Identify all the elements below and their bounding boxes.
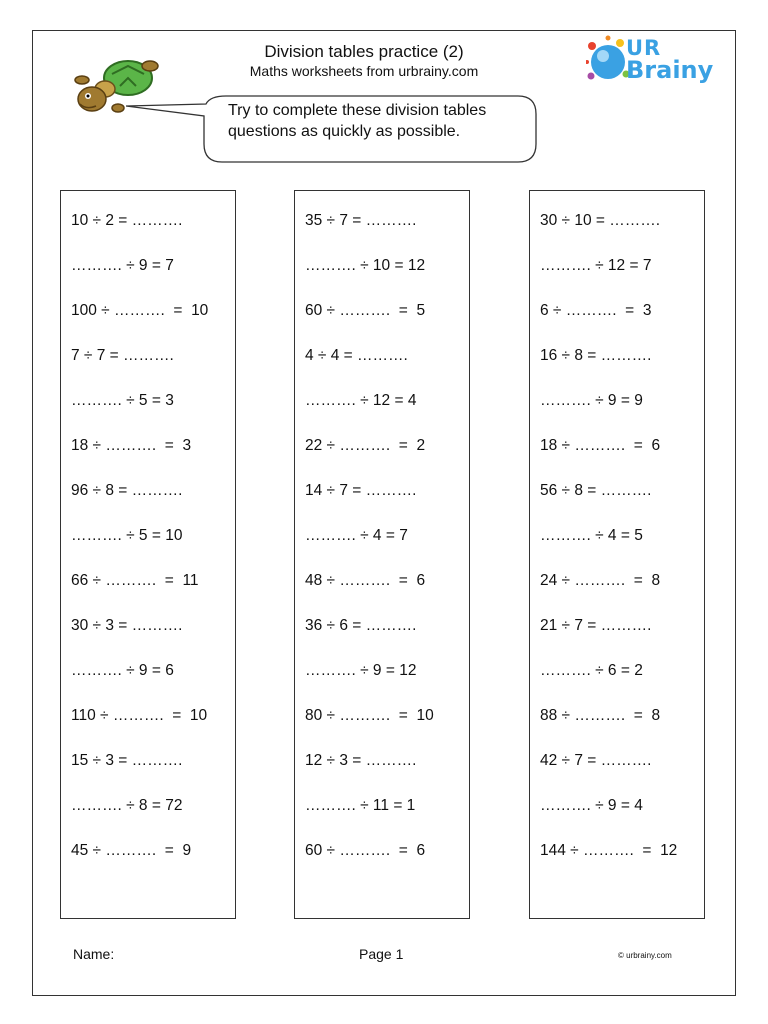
question: ………. ÷ 9 = 6 <box>71 662 174 679</box>
question: ………. ÷ 4 = 7 <box>305 527 408 544</box>
page-title: Division tables practice (2) <box>264 42 464 61</box>
logo-text-brainy: Brainy <box>626 56 714 84</box>
urbrainy-logo <box>586 34 736 90</box>
question: ………. ÷ 5 = 10 <box>71 527 183 544</box>
question: 96 ÷ 8 = ………. <box>71 482 183 499</box>
question: 88 ÷ ………. = 8 <box>540 707 661 724</box>
page-subtitle: Maths worksheets from urbrainy.com <box>249 63 479 79</box>
question: 66 ÷ ………. = 11 <box>71 572 199 589</box>
question: 21 ÷ 7 = ………. <box>540 617 652 634</box>
question: ………. ÷ 8 = 72 <box>71 797 183 814</box>
question: 7 ÷ 7 = ………. <box>71 347 174 364</box>
question: 24 ÷ ………. = 8 <box>540 572 661 589</box>
question-column-1 <box>60 190 236 919</box>
question: ………. ÷ 9 = 12 <box>305 662 417 679</box>
question-column-2 <box>294 190 470 919</box>
question: ………. ÷ 12 = 7 <box>540 257 652 274</box>
question: 10 ÷ 2 = ………. <box>71 212 183 229</box>
question: ………. ÷ 9 = 7 <box>71 257 174 274</box>
question: 15 ÷ 3 = ………. <box>71 752 183 769</box>
logo-text-ur: UR <box>626 36 662 60</box>
instructions-text: Try to complete these division tables questions as quickly as possible. <box>228 102 487 140</box>
question: ………. ÷ 11 = 1 <box>305 797 416 814</box>
question: 35 ÷ 7 = ………. <box>305 212 417 229</box>
copyright-text: © urbrainy.com <box>618 951 672 960</box>
question: 4 ÷ 4 = ………. <box>305 347 408 364</box>
question: 100 ÷ ………. = 10 <box>71 302 209 319</box>
name-label: Name: <box>73 946 115 962</box>
question: ………. ÷ 4 = 5 <box>540 527 643 544</box>
question: 45 ÷ ………. = 9 <box>71 842 192 859</box>
question: 22 ÷ ………. = 2 <box>305 437 426 454</box>
question: 110 ÷ ………. = 10 <box>71 707 208 724</box>
question: 30 ÷ 10 = ………. <box>540 212 661 229</box>
question: ………. ÷ 12 = 4 <box>305 392 417 409</box>
question-column-3 <box>529 190 705 919</box>
question: 6 ÷ ………. = 3 <box>540 302 652 319</box>
page-number: Page 1 <box>359 946 404 962</box>
question: ………. ÷ 6 = 2 <box>540 662 643 679</box>
question: 144 ÷ ………. = 12 <box>540 842 678 859</box>
question: 36 ÷ 6 = ………. <box>305 617 417 634</box>
question: ………. ÷ 5 = 3 <box>71 392 174 409</box>
question: ………. ÷ 9 = 4 <box>540 797 643 814</box>
question: 60 ÷ ………. = 5 <box>305 302 426 319</box>
question: 80 ÷ ………. = 10 <box>305 707 434 724</box>
question: 16 ÷ 8 = ………. <box>540 347 652 364</box>
question: 18 ÷ ………. = 6 <box>540 437 661 454</box>
question: 12 ÷ 3 = ………. <box>305 752 417 769</box>
question: 60 ÷ ………. = 6 <box>305 842 426 859</box>
question: 56 ÷ 8 = ………. <box>540 482 652 499</box>
question: 42 ÷ 7 = ………. <box>540 752 652 769</box>
question: 30 ÷ 3 = ………. <box>71 617 183 634</box>
question: 14 ÷ 7 = ………. <box>305 482 417 499</box>
question: 48 ÷ ………. = 6 <box>305 572 426 589</box>
question: ………. ÷ 9 = 9 <box>540 392 643 409</box>
question: ………. ÷ 10 = 12 <box>305 257 426 274</box>
question: 18 ÷ ………. = 3 <box>71 437 192 454</box>
